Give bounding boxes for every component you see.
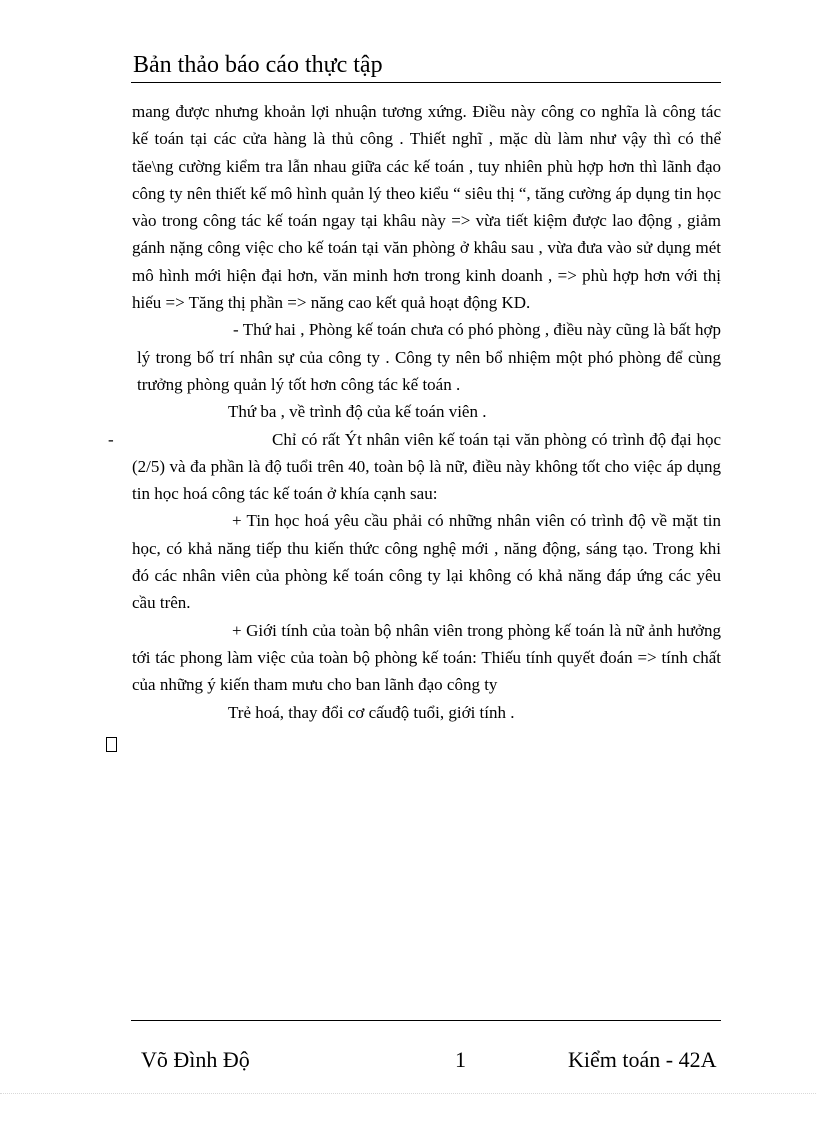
paragraph-third-point: Thứ ba , về trình độ của kế toán viên .	[228, 402, 487, 422]
page-bottom-edge	[0, 1093, 816, 1094]
paragraph-staff-qualification: Chỉ có rất Ýt nhân viên kế toán tại văn phòng có trình độ đại học (2/5) và đa phần là độ tuổi trên 40, toàn bộ là nữ, điều này không tốt cho việc áp dụng tin học hoá công tác kế toán ở khía cạnh sau:	[132, 429, 721, 504]
footer-page-number: 1	[455, 1047, 466, 1072]
footer-author: Võ Đình Độ	[141, 1047, 250, 1072]
paragraph-second-point: - Thứ hai , Phòng kế toán chưa có phó phòng , điều này cũng là bất hợp lý trong bố trí nhân sự của công ty . Công ty nên bổ nhiệm một phó phòng để cùng trưởng phòng quản lý tốt hơn công tác kế toán .	[137, 320, 721, 394]
body-text	[132, 98, 721, 726]
page-title: Bản thảo báo cáo thực tập	[133, 52, 383, 78]
footer-class-name: Kiểm toán - 42A	[568, 1047, 717, 1072]
footer-rule	[131, 1020, 721, 1021]
missing-glyph-box-icon	[106, 737, 117, 752]
paragraph-gender-impact: + Giới tính của toàn bộ nhân viên trong phòng kế toán là nữ ảnh hưởng tới tác phong làm việc của toàn bộ phòng kế toán: Thiếu tính quyết đoán => tính chất của những ý kiến tham mưu cho ban lãnh đạo công ty	[132, 620, 721, 695]
paragraph-it-requirement: + Tin học hoá yêu cầu phải có những nhân viên có trình độ về mặt tin học, có khả năng tiếp thu kiến thức công nghệ mới , năng động, sáng tạo. Trong khi đó các nhân viên của phòng kế toán công ty lại không có khả năng đáp ứng các yêu cầu trên.	[132, 511, 721, 613]
list-dash-marker: -	[108, 430, 114, 449]
paragraph-recommendation: mang được nhưng khoản lợi nhuận tương xứng. Điều này công co nghĩa là công tác kế toán tại các cửa hàng là thủ công . Thiết nghĩ , mặc dù làm như vậy thì có thể tăe\ng cường kiểm tra lẫn nhau giữa các kế toán , tuy nhiên phù hợp hơn thì lãnh đạo công ty nên thiết kế mô hình quản lý theo kiểu “ siêu thị “, tăng cường áp dụng tin học vào trong công tác kế toán ngay tại khâu này => vừa tiết kiệm được lao động , giảm gánh nặng công việc cho kế toán tại văn phòng ở khâu sau , vừa đưa vào sử dụng mét mô hình mới hiện đại hơn, văn minh hơn trong kinh doanh , => phù hợp hơn với thị hiếu => Tăng thị phần => năng cao kết quả hoạt động KD.	[132, 102, 721, 313]
paragraph-rejuvenation: Trẻ hoá, thay đổi cơ cấuđộ tuổi, giới tính .	[228, 702, 515, 722]
header-rule	[131, 82, 721, 83]
